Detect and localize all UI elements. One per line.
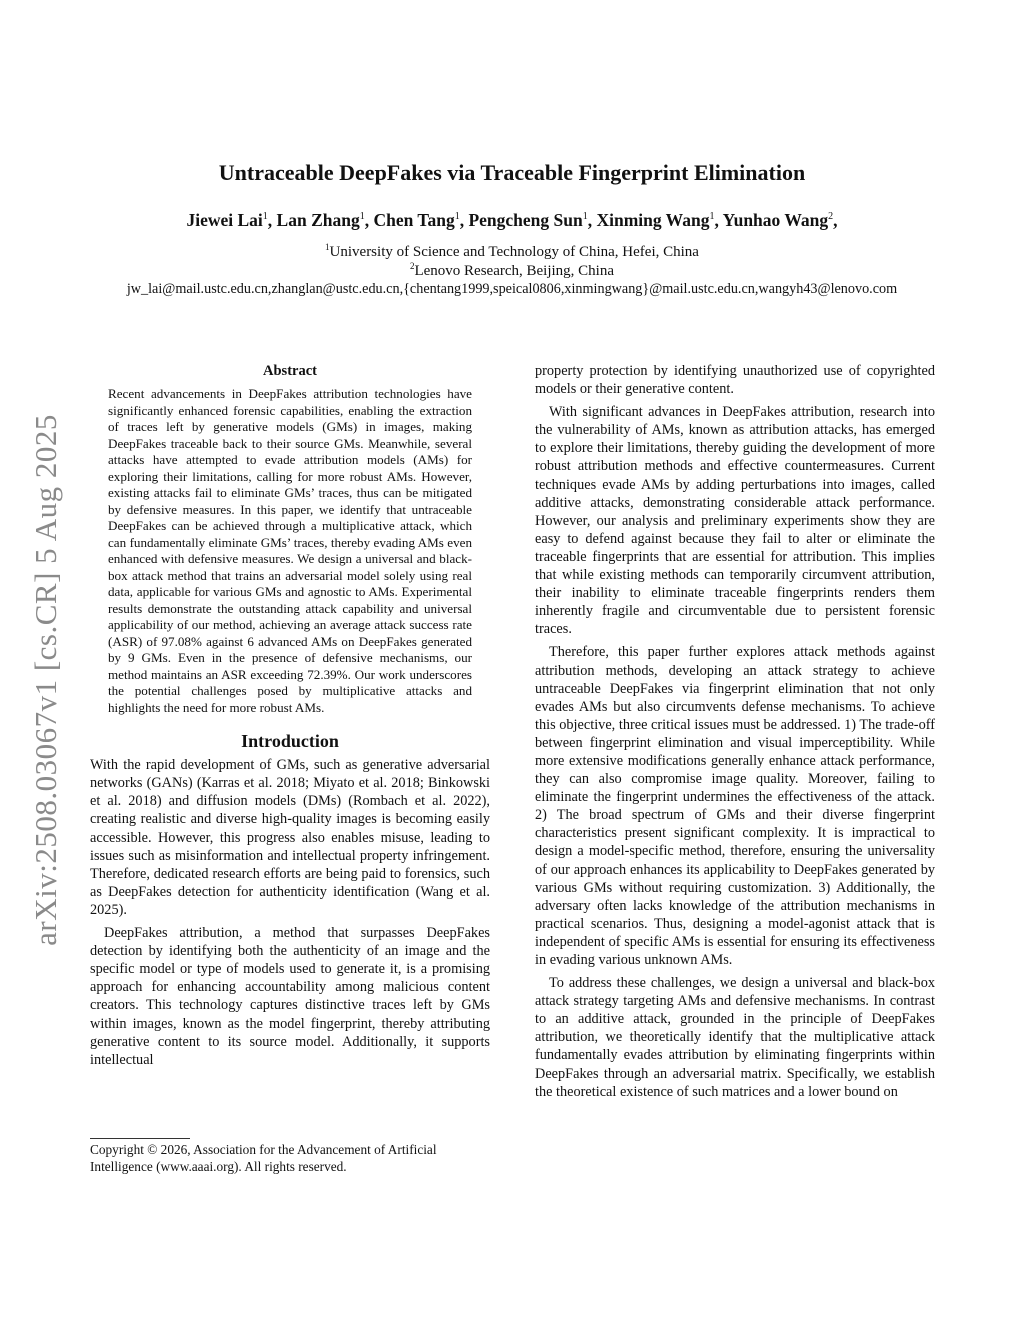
left-column: [90, 362, 490, 1074]
author: Pengcheng Sun$^1$,: [468, 210, 597, 230]
copyright-notice: Copyright © 2026, Association for the Advancement of Artificial Intelligence (www.aaai.org). All rights reserved.: [90, 1142, 437, 1174]
abstract-text: Recent advancements in DeepFakes attribution technologies have significantly enhanced forensic capabilities, enabling the extraction of traces left by generative models (GMs) in images, making DeepFakes traceable back to their source GMs. Meanwhile, several attacks have attempted to evade attribution models (AMs) for exploring their limitations, calling for more robust AMs. However, existing attacks fail to eliminate GMs’ traces, thus can be mitigated by defensive measures. In this paper, we identify that untraceable DeepFakes can be achieved through a multiplicative attack, which can fundamentally eliminate GMs’ traces, thereby evading AMs even enhanced with defensive measures. We design a universal and black-box attack method that trains an adversarial model solely using real data, applicable for various GMs and agnostic to AMs. Experimental results demonstrate the outstanding attack capability and universal applicability of our method, achieving an average attack success rate (ASR) of 97.08% against 6 advanced AMs on DeepFakes generated by 9 GMs. Even in the presence of defensive mechanisms, our method maintains an ASR exceeding 72.39%. Our work underscores the potential challenges posed by multiplicative attacks and highlights the need for more robust AMs.: [108, 386, 472, 715]
paragraph: With significant advances in DeepFakes attribution, research into the vulnerability of AMs, known as attribution attacks, has emerged to explore their limitations, thereby guiding the development of more robust attribution methods and effective countermeasures. Current techniques evade AMs by adding perturbations into images, called additive attacks, demonstrating considerable attack performance. However, our analysis and preliminary experiments show they are easy to defend against because they fail to alter or eliminate the traceable fingerprints that are essential for attribution. This implies that while existing methods can temporarily circumvent attribution, their inability to eliminate traceable fingerprints renders them inherently fragile and circumventable due to persistent forensic traces.: [535, 404, 935, 638]
paragraph: DeepFakes attribution, a method that surpasses DeepFakes detection by identifying both the authenticity of an image and the specific model or type of models used to generate it, is a promising approach for enhancing accountability among malicious content creators. This technology captures distinctive traces left by GMs within images, known as the model fingerprint, thereby attributing generative content to its source model. Additionally, it supports intellectual: [90, 925, 490, 1068]
author: Jiewei Lai$^1$,: [186, 210, 277, 230]
footnote-rule: [90, 1138, 190, 1139]
right-column: [535, 362, 935, 1106]
author: Yunhao Wang$^2$,: [722, 210, 838, 230]
paragraph: With the rapid development of GMs, such as generative adversarial networks (GANs) (Karras et al. 2018; Miyato et al. 2018; Binkowski et al. 2018) and diffusion models (DMs) (Rombach et al. 2022), creating realistic and diverse high-quality images is becoming easily accessible. However, this progress also enables misuse, leading to issues such as misinformation and intellectual property infringement. Therefore, dedicated research efforts are being paid to forensics, such as DeepFakes detection for authenticity identification (Wang et al. 2025).: [90, 757, 490, 918]
author: Lan Zhang$^1$,: [276, 210, 374, 230]
arxiv-identifier-text: arXiv:2508.03067v1 [cs.CR] 5 Aug 2025: [28, 414, 64, 946]
affiliation: $^2$Lenovo Research, Beijing, China: [409, 261, 615, 279]
paragraph: To address these challenges, we design a universal and black-box attack strategy targeting AMs and defensive mechanisms. In contrast to an additive attack, grounded in the principle of DeepFakes attribution, we theoretically identify that the multiplicative attack fundamentally evades attribution by eliminating fingerprints within DeepFakes through an adversarial matrix. Specifically, we establish the theoretical existence of such matrices and a lower bound on: [535, 975, 935, 1100]
arxiv-identifier-stamp: [20, 380, 72, 980]
paper-title: Untraceable DeepFakes via Traceable Fingerprint Elimination: [218, 160, 806, 185]
paragraph: property protection by identifying unauthorized use of copyrighted models or their generative content.: [535, 363, 935, 398]
author: Xinming Wang$^1$,: [596, 210, 723, 230]
paragraph: Therefore, this paper further explores attack methods against attribution methods, developing an attack strategy to achieve untraceable DeepFakes via fingerprint elimination that not only evades AMs but also circumvents defense mechanisms. To achieve this objective, three critical issues must be addressed. 1) The trade-off between fingerprint elimination and visual imperceptibility. While more extensive modifications generally enhance attack performance, they can also compromise image quality. Moreover, failing to eliminate the fingerprint undermines the effectiveness of the attack. 2) The broad spectrum of GMs and their diverse fingerprint characteristics present significant complexity. It is impractical to design a model-specific method, therefore, ensuring the universality of our approach enhances its applicability to DeepFakes generated by various GMs without requiring customization. 3) Additionally, the adversary often lacks knowledge of the attribution mechanisms in practical scenarios. Thus, designing a model-agonist attack that is independent of specific AMs is essential for ensuring its effectiveness in evading various unknown AMs.: [535, 644, 935, 968]
introduction-heading: Introduction: [241, 731, 339, 752]
author: Chen Tang$^1$,: [373, 210, 469, 230]
author-list: [0, 210, 1024, 231]
author-emails: jw_lai@mail.ustc.edu.cn,zhanglan@ustc.edu.cn,{chentang1999,speical0806,xinmingwang}@mail.ustc.edu.cn,wangyh43@lenovo.com: [126, 281, 898, 297]
abstract-heading: Abstract: [263, 363, 317, 379]
affiliation: $^1$University of Science and Technology of China, Hefei, China: [325, 242, 699, 260]
